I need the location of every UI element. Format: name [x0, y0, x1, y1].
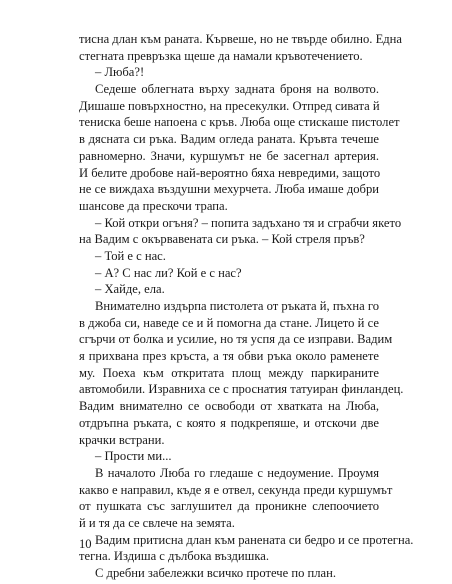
text-line: В началото Люба го гледаше с недоумение. Проумя [95, 465, 379, 480]
text-line: С дребни забележки всичко протече по план. [95, 566, 337, 580]
text-line: стегната превръзка щеше да намали кръвотечението. [79, 48, 363, 63]
text-line: – Той е с нас. [95, 248, 166, 263]
text-line: крачки встрани. [79, 432, 165, 447]
text-line: шансове да прескочи трапа. [79, 198, 228, 213]
text-line: на Вадим с окървавената си ръка. – Кой стреля пръв? [79, 232, 365, 247]
text-line: Вадим притисна длан към ранената си бедро и се протегна. [95, 532, 414, 547]
text-line: сгърчи от болка и усилие, но тя успя да се изправи. Вадим [79, 332, 393, 347]
text-line: Внимателно издърпа пистолета от ръката й, пъхна го [95, 299, 379, 313]
text-line: равномерно. Значи, куршумът не бе засегнал артерия. [79, 148, 379, 163]
text-line: тисна длан към раната. Кървеше, но не твърде обилно. Една [79, 32, 402, 46]
text-line: в дясната си ръка. Вадим огледа раната. Кръвта течеше [79, 132, 379, 147]
text-line: Вадим внимателно се освободи от хватката на Люба, [79, 399, 379, 414]
text-line: Седеше облегната върху задната броня на волвото. [95, 82, 379, 97]
body-text [79, 31, 414, 582]
text-line: отдръпна ръката, с която я подкрепяше, и отскочи две [79, 415, 379, 430]
text-line: я прихвана през кръста, а тя обви ръка около раменете [79, 349, 379, 364]
text-line: – Прости ми... [95, 449, 172, 464]
text-line: му. Поеха към откритата площ между паркираните [79, 365, 379, 380]
text-line: – Хайде, ела. [95, 282, 165, 297]
text-line: – Кой откри огъня? – попита задъхано тя и сграбчи якето [95, 215, 402, 230]
text-line: в джоба си, наведе се и й помогна да стане. Лицето й се [79, 315, 379, 330]
text-line: – Люба?! [95, 65, 145, 80]
text-line: И белите дробове най-вероятно бяха невредими, защото [79, 165, 381, 180]
text-line: тегна. Издиша с дълбока въздишка. [79, 549, 270, 564]
text-line: й и тя да се свлече на земята. [79, 515, 235, 530]
text-line: не се виждаха въздушни мехурчета. Люба имаше добри [79, 182, 379, 197]
page-number: 10 [79, 537, 92, 551]
text-line: – А? С нас ли? Кой е с нас? [95, 265, 242, 280]
text-line: автомобили. Изравниха се с проснатия татуиран финландец. [79, 382, 404, 397]
text-line: тениска беше напоена с кръв. Люба още стискаше пистолет [79, 115, 400, 130]
text-line: какво е направил, къде я е отвел, секунда преди куршумът [79, 482, 393, 497]
text-line: от пушката със заглушител да проникне слепоочието [79, 499, 379, 514]
text-line: Дишаше повърхностно, на пресекулки. Отпред сивата й [79, 98, 380, 113]
